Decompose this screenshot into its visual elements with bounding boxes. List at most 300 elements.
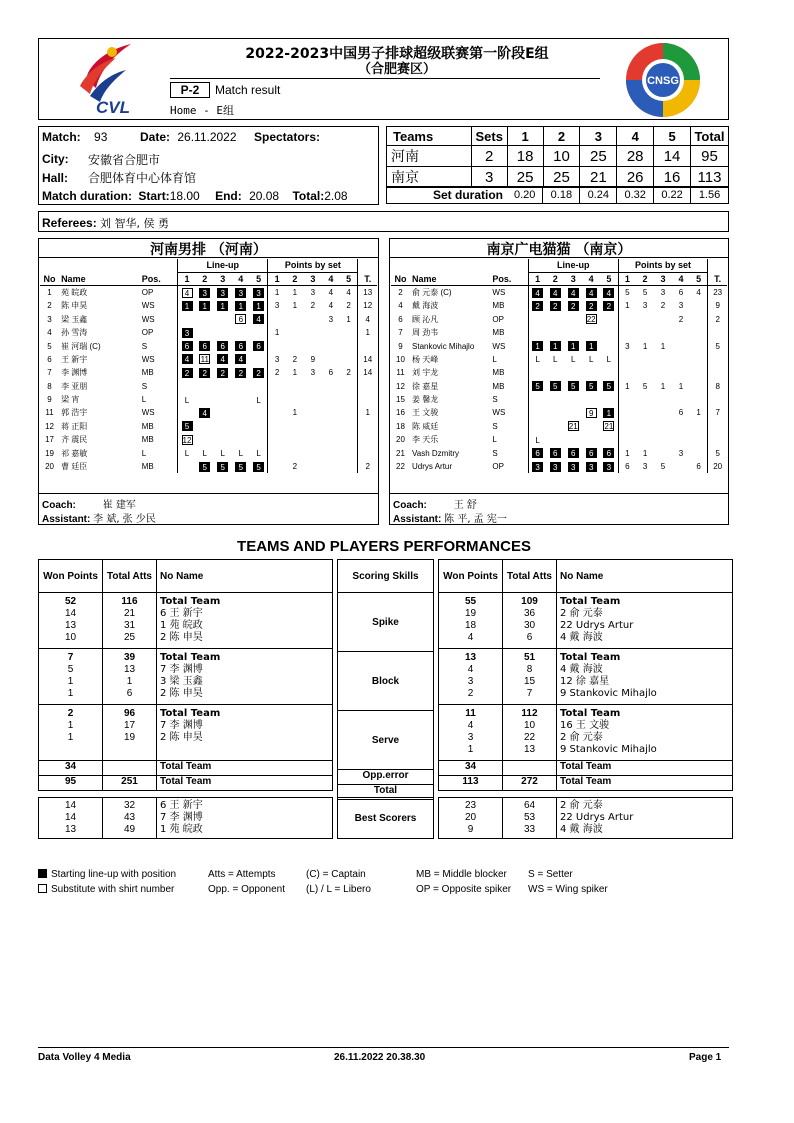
player-number: 5 — [47, 341, 52, 351]
away-player-row — [391, 326, 727, 339]
set-points: 2 — [268, 366, 286, 379]
set-points — [268, 460, 286, 473]
player-total — [708, 366, 727, 379]
opp-error-won: 34 — [439, 761, 503, 776]
player-name: 苑 皖政 — [61, 288, 88, 298]
report-name: Match result — [215, 83, 281, 97]
legend-s: S = Setter — [528, 869, 573, 880]
set-points: 2 — [292, 354, 298, 364]
away-lineup-set-2: 2 — [552, 274, 558, 285]
player-position: WS — [492, 408, 506, 418]
player-name: 梁 宵 — [61, 395, 80, 405]
player-total: 12 — [358, 299, 377, 312]
home-points-set-3: 3 — [310, 274, 316, 285]
home-group-header — [40, 259, 377, 272]
set-points — [340, 446, 358, 459]
lineup-cell: 4 — [217, 354, 228, 364]
lineup-cell: 5 — [253, 462, 264, 472]
perf-value: 19 — [464, 608, 477, 619]
home-opp-error-row — [39, 761, 333, 776]
away-coach-label: Coach: — [393, 500, 427, 511]
set-duration-label: Set duration — [387, 187, 508, 204]
player-names — [157, 649, 333, 705]
player-position: WS — [141, 408, 155, 418]
home-pos-header: Pos. — [141, 273, 161, 284]
player-name: 梁 玉鑫 — [61, 314, 88, 324]
away-player-row — [391, 313, 727, 326]
home-coach-value: 崔 建军 — [102, 500, 136, 511]
match-date: 26.11.2022 — [177, 130, 237, 144]
city-value: 安徽省合肥市 — [88, 153, 161, 167]
total-won: 113 — [439, 776, 503, 791]
total-atts — [103, 705, 157, 761]
away-lineup-set-5: 5 — [606, 274, 612, 285]
total-won: 95 — [39, 776, 103, 791]
won-points — [39, 705, 103, 761]
set-points — [672, 366, 690, 379]
set-points — [636, 366, 654, 379]
set-points — [654, 366, 672, 379]
set-points — [340, 353, 358, 366]
best-value: 49 — [123, 824, 136, 835]
away-lineup-set-3: 3 — [570, 274, 576, 285]
set-points: 4 — [346, 288, 351, 298]
player-total: 14 — [358, 366, 377, 379]
player-position: L — [492, 435, 497, 445]
set-points — [340, 393, 358, 406]
perf-value: Total Team — [160, 652, 221, 663]
lineup-cell: L — [570, 355, 576, 365]
set-points: 3 — [310, 368, 316, 378]
lineup-cell: 3 — [603, 462, 614, 472]
referees-row — [42, 215, 169, 231]
set-points: 1 — [660, 381, 666, 391]
player-name: Udrys Artur — [412, 462, 453, 472]
perf-value: 39 — [123, 652, 136, 663]
away-opp-error-row — [439, 761, 733, 776]
home-atts-header: Total Atts — [103, 560, 157, 593]
player-number: 21 — [396, 448, 405, 458]
set-points — [618, 313, 636, 326]
best-names — [157, 798, 333, 839]
player-name: 王 新宇 — [61, 354, 88, 364]
match-number: 93 — [94, 130, 108, 144]
home-lineup-set-4: 4 — [238, 274, 244, 285]
player-number: 1 — [47, 288, 52, 298]
perf-value: 2 陈 申昊 — [160, 688, 203, 699]
set-points: 3 — [328, 314, 334, 324]
scoring-skills-column — [337, 559, 434, 800]
lineup-cell: 4 — [199, 408, 210, 418]
perf-value: 7 李 渊博 — [160, 720, 203, 731]
player-number: 6 — [398, 314, 403, 324]
lineup-cell: 1 — [217, 301, 228, 311]
away-player-row — [391, 353, 727, 366]
set-points — [636, 393, 654, 406]
set-points — [654, 353, 672, 366]
player-names — [157, 705, 333, 761]
score-header-sets: Sets — [471, 127, 507, 146]
home-player-row — [40, 313, 377, 326]
lineup-cell: 6 — [532, 448, 543, 458]
perf-value: 9 Stankovic Mihajlo — [560, 688, 657, 699]
player-position: MB — [492, 368, 505, 378]
set-points — [690, 433, 708, 446]
set-points: 2 — [660, 301, 666, 311]
lineup-cell: 2 — [217, 368, 228, 378]
set-points: 2 — [346, 301, 351, 311]
set-points — [268, 446, 286, 459]
perf-value: 2 俞 元泰 — [560, 608, 603, 619]
set-points — [268, 433, 286, 446]
home-column-header — [40, 272, 377, 285]
lineup-cell: 3 — [253, 288, 264, 298]
score-set1-away: 25 — [507, 167, 543, 188]
perf-value: 3 — [467, 676, 474, 687]
best-value: 64 — [523, 800, 536, 811]
set-points: 1 — [660, 341, 666, 351]
player-number: 2 — [47, 301, 52, 311]
player-names — [157, 593, 333, 649]
score-team-home: 河南 — [387, 146, 472, 167]
away-pos-header: Pos. — [492, 273, 512, 284]
player-total: 5 — [708, 446, 727, 459]
set-points — [286, 433, 304, 446]
away-perf-grid — [438, 559, 733, 791]
player-position: L — [492, 354, 497, 364]
perf-value: 3 梁 玉鑫 — [160, 676, 203, 687]
away-won-header: Won Points — [439, 560, 503, 593]
set-points — [672, 353, 690, 366]
legend-atts: Atts = Attempts — [208, 869, 276, 880]
lineup-cell: 12 — [182, 435, 192, 445]
set-points — [636, 433, 654, 446]
set-points: 6 — [618, 460, 636, 473]
perf-value — [103, 744, 156, 756]
set-points — [636, 353, 654, 366]
home-t-header: T. — [358, 272, 377, 285]
player-number: 19 — [45, 448, 54, 458]
set-points — [690, 313, 708, 326]
lineup-cell: 2 — [235, 368, 246, 378]
player-number: 6 — [47, 354, 52, 364]
lineup-cell: L — [606, 355, 612, 365]
away-atts-header: Total Atts — [503, 560, 557, 593]
player-total — [358, 393, 377, 406]
lineup-cell: 1 — [603, 408, 614, 418]
duration-row — [42, 189, 348, 203]
perf-value: 14 — [64, 608, 77, 619]
player-total: 20 — [708, 460, 727, 473]
set-points — [654, 313, 672, 326]
best-value: 14 — [64, 812, 77, 823]
player-name: 徐 嘉星 — [412, 381, 439, 391]
perf-value: 31 — [123, 620, 136, 631]
player-name: Stankovic Mihajlo — [412, 341, 475, 351]
total-atts — [503, 705, 557, 761]
set-points: 3 — [268, 299, 286, 312]
set-points — [322, 433, 340, 446]
player-number: 2 — [398, 288, 403, 298]
lineup-cell: 6 — [603, 448, 614, 458]
set-points: 3 — [618, 339, 636, 352]
home-lineup-set-5: 5 — [256, 274, 262, 285]
set-points: 1 — [292, 288, 298, 298]
set-points — [618, 353, 636, 366]
won-points — [39, 593, 103, 649]
player-name: 陈 申昊 — [61, 301, 88, 311]
lineup-cell: 5 — [550, 381, 561, 391]
away-skill-row-block — [439, 649, 733, 705]
lineup-cell: 2 — [253, 368, 264, 378]
player-position: S — [492, 395, 498, 405]
home-no-header: No — [43, 273, 56, 284]
perf-value: 16 王 文骏 — [560, 720, 610, 731]
home-assistant-value: 李 斌, 张 少民 — [93, 514, 156, 525]
perf-value: 13 — [464, 652, 477, 663]
best-won — [439, 798, 503, 839]
player-name: 曹 廷臣 — [61, 462, 88, 472]
total-atts: 272 — [503, 776, 557, 791]
legend-libero: (L) / L = Libero — [306, 884, 371, 895]
set-points — [304, 420, 322, 433]
lineup-cell: 3 — [217, 288, 228, 298]
set-points — [636, 313, 654, 326]
lineup-cell: 2 — [603, 301, 614, 311]
away-performance-table — [438, 559, 733, 791]
set-points: 1 — [618, 299, 636, 312]
player-name: 杨 天峰 — [412, 354, 439, 364]
lineup-cell: 5 — [199, 462, 210, 472]
set-points — [304, 446, 322, 459]
home-team-name: 河南男排 （河南） — [38, 239, 379, 258]
player-name: 王 文骏 — [412, 408, 439, 418]
set-points — [322, 326, 340, 339]
score-set3-home: 25 — [580, 146, 617, 167]
player-number: 11 — [45, 408, 54, 418]
player-name: 李 渊博 — [61, 368, 88, 378]
lineup-cell: 4 — [253, 314, 264, 324]
score-sets-away: 3 — [471, 167, 507, 188]
perf-value: 3 — [467, 732, 474, 743]
lineup-cell: 5 — [235, 462, 246, 472]
away-skill-row-serve — [439, 705, 733, 761]
away-points-set-1: 1 — [618, 272, 636, 285]
player-number: 17 — [45, 435, 54, 445]
home-lineup-set-2: 2 — [202, 274, 208, 285]
perf-value: 4 — [467, 632, 474, 643]
lineup-cell: 4 — [568, 288, 579, 298]
away-coach-row — [393, 496, 477, 511]
set-points — [340, 420, 358, 433]
legend-starting-text: Starting line-up with position — [51, 869, 177, 880]
set-points — [654, 406, 672, 419]
set-points — [304, 313, 322, 326]
lineup-cell: 3 — [532, 462, 543, 472]
best-value: 22 Udrys Artur — [560, 812, 634, 823]
player-number: 18 — [396, 421, 405, 431]
set-points: 1 — [618, 446, 636, 459]
city-label: City: — [42, 152, 69, 166]
player-position: OP — [141, 328, 154, 338]
player-position: OP — [492, 314, 504, 324]
total-atts — [503, 593, 557, 649]
home-player-row — [40, 286, 377, 299]
player-name: 戴 海波 — [412, 301, 439, 311]
set-points: 3 — [660, 288, 666, 298]
away-group-header — [391, 259, 727, 272]
legend-substitute-text: Substitute with shirt number — [51, 884, 175, 895]
player-number: 9 — [398, 341, 403, 351]
total-atts — [503, 649, 557, 705]
perf-value: 1 — [67, 688, 74, 699]
won-points — [39, 649, 103, 705]
home-best-scorers — [38, 797, 333, 839]
referees-value: 刘 智华, 侯 勇 — [100, 217, 170, 230]
set-points: 1 — [618, 380, 636, 393]
away-column-header — [391, 272, 727, 285]
lineup-cell: 1 — [182, 301, 193, 311]
home-player-row — [40, 393, 377, 406]
lineup-cell: 1 — [586, 341, 597, 351]
perf-value: Total Team — [560, 596, 621, 607]
player-number: 15 — [396, 395, 405, 405]
home-player-row — [40, 460, 377, 473]
player-position: MB — [141, 435, 154, 445]
score-row-away — [387, 167, 729, 188]
player-position: MB — [492, 328, 505, 338]
set-points — [340, 433, 358, 446]
perf-value: 5 — [67, 664, 74, 675]
player-total: 14 — [358, 353, 377, 366]
perf-value: 1 — [67, 720, 74, 731]
lineup-cell: L — [588, 355, 594, 365]
player-name: 俞 元泰 (C) — [412, 288, 452, 298]
player-position: S — [141, 381, 148, 391]
set-points: 1 — [268, 286, 286, 299]
lineup-cell: 6 — [568, 448, 579, 458]
filled-square-icon — [38, 869, 47, 878]
legend-captain: (C) = Captain — [306, 869, 366, 880]
set-points — [340, 460, 358, 473]
lineup-cell: L — [202, 449, 207, 459]
set-points: 6 — [678, 408, 684, 418]
home-lineup-header: Line-up — [178, 259, 268, 272]
set-points — [304, 326, 322, 339]
best-won — [39, 798, 103, 839]
perf-value: 4 戴 海波 — [560, 632, 603, 643]
perf-value: 4 — [467, 664, 474, 675]
lineup-cell: 6 — [217, 341, 228, 351]
player-name: 郭 浩宇 — [61, 408, 88, 418]
perf-value: 52 — [64, 596, 77, 607]
lineup-cell: 21 — [604, 422, 614, 432]
set-points — [304, 339, 322, 352]
away-points-set-2: 2 — [642, 274, 648, 285]
lineup-cell: 5 — [568, 381, 579, 391]
perf-value: 36 — [523, 608, 536, 619]
lineup-cell: 2 — [586, 301, 597, 311]
cnsg-logo — [624, 41, 702, 119]
score-set1-home: 18 — [507, 146, 543, 167]
player-name: 顾 沁凡 — [412, 314, 439, 324]
lineup-cell: 9 — [586, 408, 597, 418]
perf-value: 25 — [123, 632, 136, 643]
perf-value: 116 — [121, 596, 138, 607]
set-points — [672, 339, 690, 352]
legend-op: OP = Opposite spiker — [416, 884, 512, 895]
perf-value: 7 李 渊博 — [160, 664, 203, 675]
set-points — [690, 380, 708, 393]
set-points: 3 — [678, 448, 684, 458]
perf-value: 17 — [123, 720, 136, 731]
home-skill-row-block — [39, 649, 333, 705]
lineup-cell: 1 — [253, 301, 264, 311]
start-label: Start: — [138, 189, 170, 203]
lineup-cell: 5 — [217, 462, 228, 472]
opp-error-name: Total Team — [157, 761, 333, 776]
spectators-label: Spectators: — [254, 130, 321, 144]
footer-divider — [38, 1047, 729, 1048]
best-atts — [103, 798, 157, 839]
best-value: 33 — [523, 824, 536, 835]
lineup-cell: 6 — [253, 341, 264, 351]
player-name: 蒋 正阳 — [61, 421, 88, 431]
player-names — [557, 649, 733, 705]
away-coach-divider — [389, 493, 729, 494]
perf-value: 11 — [465, 708, 476, 719]
home-player-row — [40, 353, 377, 366]
player-number: 7 — [398, 328, 403, 338]
home-won-header: Won Points — [39, 560, 103, 593]
set-points — [340, 406, 358, 419]
player-names — [557, 593, 733, 649]
empty-square-icon — [38, 884, 47, 893]
perf-value: 1 — [67, 676, 74, 687]
duration-label: Match duration: — [42, 189, 132, 203]
home-coach-divider — [38, 493, 379, 494]
away-player-row — [391, 393, 727, 406]
player-name: 姜 馨龙 — [412, 395, 439, 405]
home-player-row — [40, 339, 377, 352]
set-points: 5 — [660, 462, 666, 472]
lineup-cell: 6 — [199, 341, 210, 351]
set-points — [268, 380, 286, 393]
home-lineup-set-1: 1 — [178, 272, 196, 285]
perf-value: 13 — [123, 664, 136, 675]
set-points: 3 — [268, 353, 286, 366]
away-roster — [391, 259, 727, 473]
end-time: 20.08 — [249, 189, 280, 203]
set-points — [690, 446, 708, 459]
perf-value: 55 — [464, 596, 477, 607]
set-points — [636, 420, 654, 433]
home-name-header: No Name — [157, 560, 333, 593]
date-label: Date: — [140, 130, 171, 144]
set-points — [618, 420, 636, 433]
player-position: OP — [141, 288, 154, 298]
set-points — [654, 433, 672, 446]
lineup-cell: 2 — [182, 368, 193, 378]
lineup-cell: 1 — [550, 341, 561, 351]
home-player-row — [40, 433, 377, 446]
set-duration-4: 0.32 — [617, 187, 654, 204]
set-points — [672, 326, 690, 339]
lineup-cell: L — [535, 435, 540, 445]
player-number: 4 — [47, 328, 52, 338]
player-name: 李 亚朋 — [61, 381, 88, 391]
set-points — [618, 433, 636, 446]
